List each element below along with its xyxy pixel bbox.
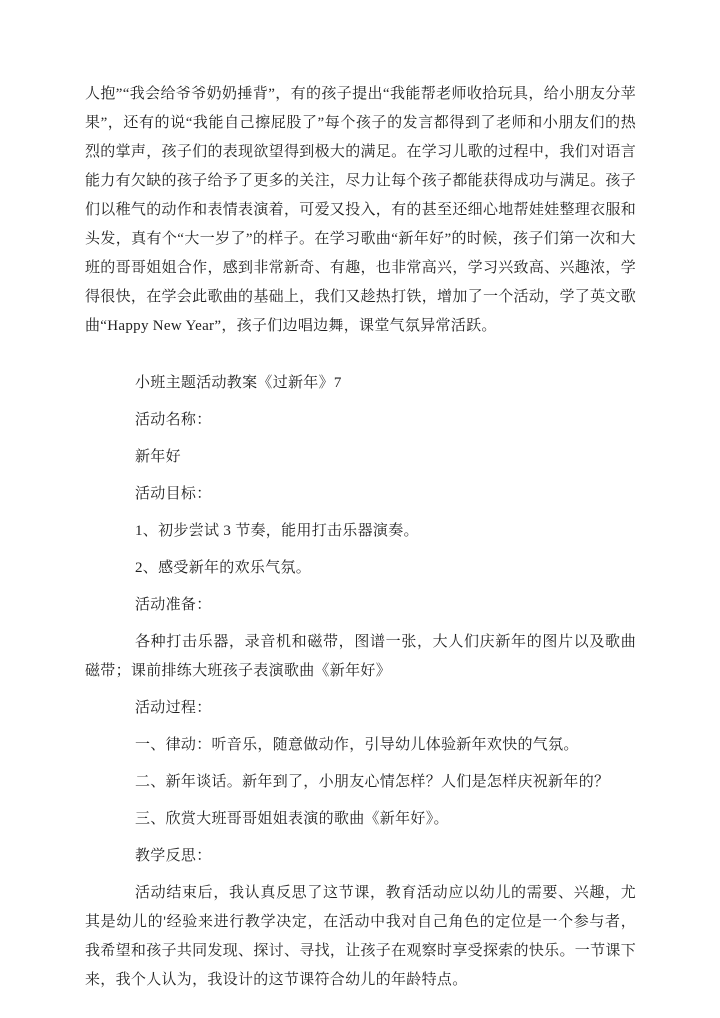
paragraph: 2、感受新年的欢乐气氛。 (135, 560, 312, 576)
paragraph: 活动名称： (135, 412, 212, 428)
paragraph: 一、律动：听音乐，随意做动作，引导幼儿体验新年欢快的气氛。 (135, 737, 579, 753)
paragraph: 新年好 (135, 449, 181, 465)
paragraph: 活动过程： (135, 700, 212, 716)
paragraph: 1、初步尝试 3 节奏，能用打击乐器演奏。 (135, 523, 419, 539)
paragraph: 各种打击乐器，录音机和磁带，图谱一张，大人们庆新年的图片以及歌曲磁带；课前排练大班孩子表演歌曲《新年好》 (85, 634, 636, 679)
paragraph: 人抱”“我会给爷爷奶奶捶背”，有的孩子提出“我能帮老师收拾玩具，给小朋友分苹果”，还有的说“我能自己擦屁股了”每个孩子的发言都得到了老师和小朋友们的热烈的掌声，孩子们的表现欲望得到极大的满足。在学习儿歌的过程中，我们对语言能力有欠缺的孩子给予了更多的关注，尽力让每个孩子都能获得成功与满足。孩子们以稚气的动作和表情表演着，可爱又投入，有的甚至还细心地帮娃娃整理衣服和头发，真有个“大一岁了”的样子。在学习歌曲“新年好”的时候，孩子们第一次和大班的哥哥姐姐合作，感到非常新奇、有趣，也非常高兴，学习兴致高、兴趣浓，学得很快，在学会此歌曲的基础上，我们又趁热打铁，增加了一个活动，学了英文歌曲“Happy New Year”，孩子们边唱边舞，课堂气氛异常活跃。 (85, 86, 636, 334)
paragraph: 小班主题活动教案《过新年》7 (135, 375, 342, 391)
paragraph: 活动准备： (135, 597, 212, 613)
paragraph: 二、新年谈话。新年到了，小朋友心情怎样？人们是怎样庆祝新年的？ (135, 774, 610, 790)
paragraph: 三、欣赏大班哥哥姐姐表演的歌曲《新年好》。 (135, 811, 449, 827)
document-content (85, 80, 636, 995)
paragraph: 活动目标： (135, 486, 212, 502)
paragraph: 教学反思： (135, 848, 212, 864)
paragraph: 活动结束后，我认真反思了这节课，教育活动应以幼儿的需要、兴趣，尤其是幼儿的'经验来进行教学决定，在活动中我对自己角色的定位是一个参与者，我希望和孩子共同发现、探讨、寻找，让孩子在观察时享受探索的快乐。一节课下来，我个人认为，我设计的这节课符合幼儿的年龄特点。 (85, 885, 636, 988)
